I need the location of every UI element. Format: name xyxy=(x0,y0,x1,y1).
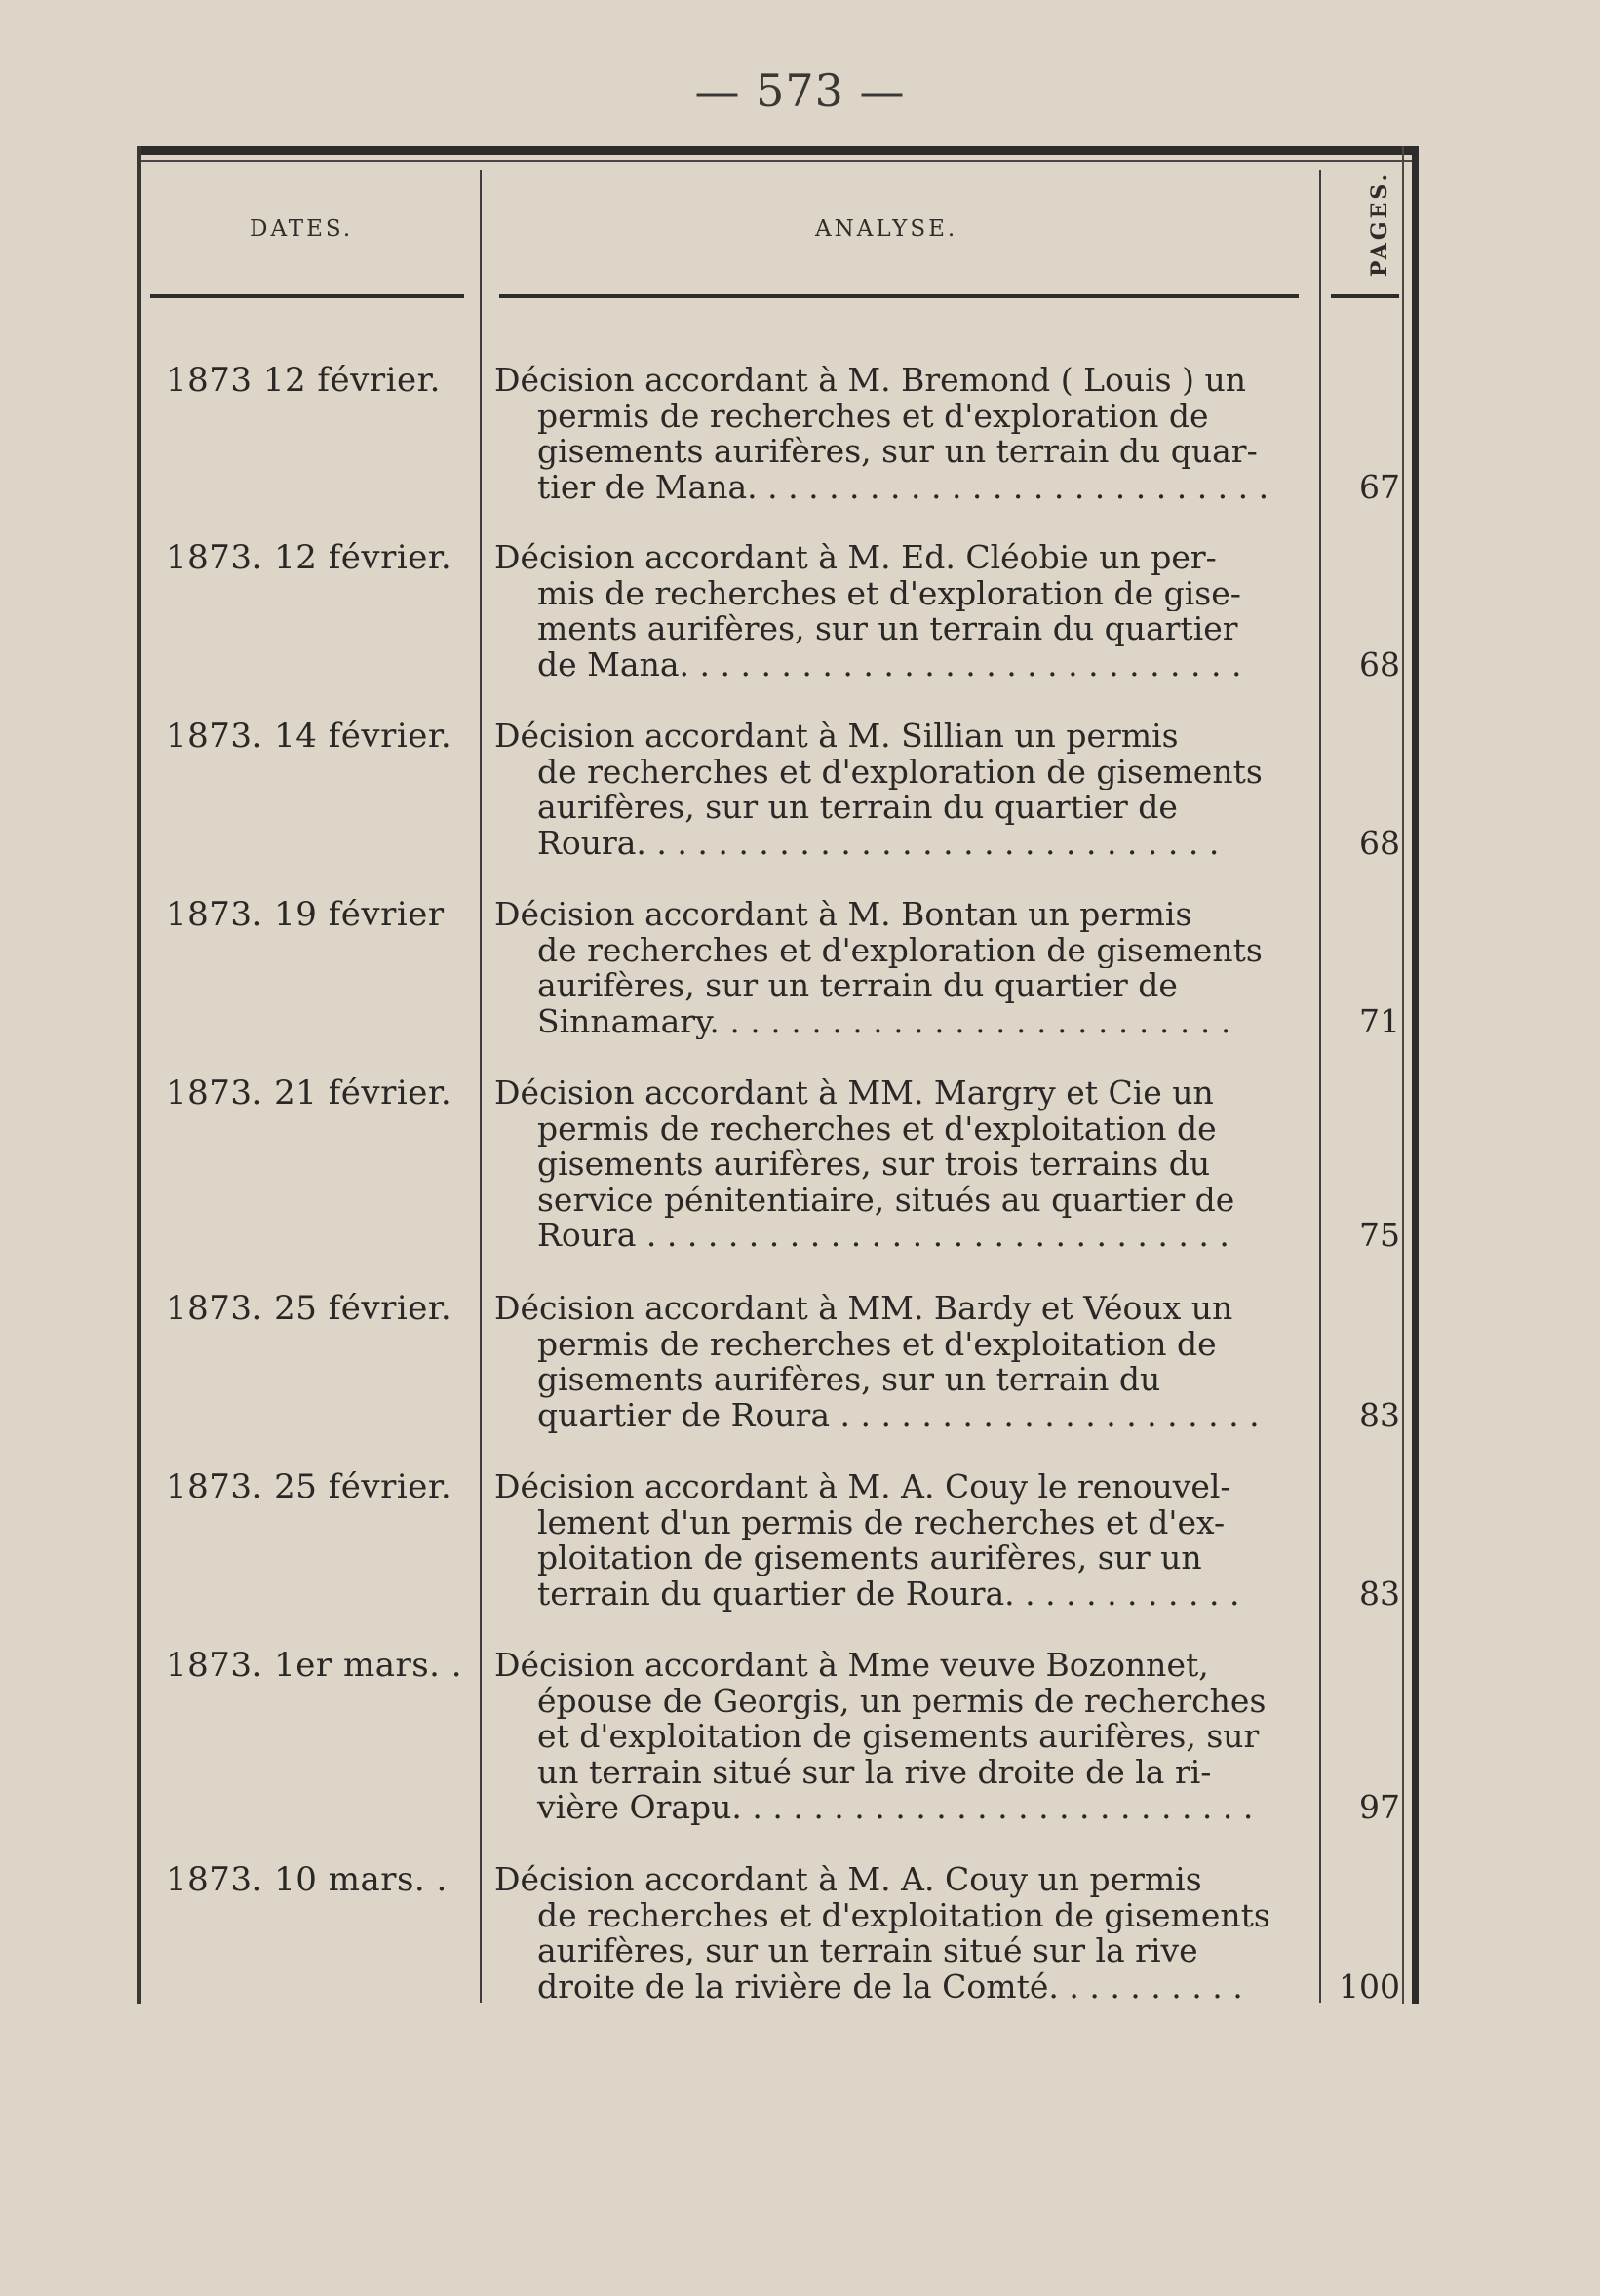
entry-date: 1873 12 février. xyxy=(166,361,441,400)
entry-analysis xyxy=(494,1862,1311,2004)
entry-date: 1873. 12 février. xyxy=(166,538,452,577)
entry-page-number: 71 xyxy=(1359,1001,1400,1040)
entry-analysis xyxy=(494,719,1311,861)
entry-page-number: 100 xyxy=(1339,1966,1400,2005)
page-number: — 573 — xyxy=(694,64,906,117)
header-rule-dates xyxy=(150,294,464,298)
analysis-line: gisements aurifères, sur un terrain du xyxy=(537,1362,1161,1398)
analysis-line: Décision accordant à MM. Margry et Cie un xyxy=(494,1075,1214,1111)
entry-analysis xyxy=(494,1291,1311,1433)
analysis-line: aurifères, sur un terrain du quartier de xyxy=(537,968,1178,1004)
entry-page-number: 68 xyxy=(1359,644,1400,683)
analysis-line: gisements aurifères, sur trois terrains du xyxy=(537,1147,1211,1183)
analysis-line: Décision accordant à M. A. Couy un permis xyxy=(494,1862,1202,1898)
analysis-line: vière Orapu. . . . . . . . . . . . . . . . . . . . . . . . . . xyxy=(537,1790,1254,1826)
analysis-line: de Mana. . . . . . . . . . . . . . . . . . . . . . . . . . . . xyxy=(537,646,1242,682)
analysis-line: service pénitentiaire, situés au quartier de xyxy=(537,1182,1235,1218)
analysis-line: tier de Mana. . . . . . . . . . . . . . . . . . . . . . . . . . xyxy=(537,469,1269,505)
entry-date: 1873. 1er mars. . xyxy=(166,1646,463,1685)
entry-page-number: 75 xyxy=(1359,1216,1400,1254)
header-pages: PAGES. xyxy=(1367,171,1392,278)
entry-date: 1873. 25 février. xyxy=(166,1289,452,1328)
analysis-line: Décision accordant à M. Ed. Cléobie un per- xyxy=(494,540,1217,576)
entry-analysis xyxy=(494,897,1311,1039)
entry-page-number: 83 xyxy=(1359,1395,1400,1434)
analysis-line: lement d'un permis de recherches et d'ex- xyxy=(537,1504,1226,1540)
header-rule-pages xyxy=(1331,294,1399,298)
analysis-line: épouse de Georgis, un permis de recherches xyxy=(537,1683,1267,1719)
analysis-line: Décision accordant à M. Bremond ( Louis ) un xyxy=(494,363,1246,399)
entry-analysis xyxy=(494,540,1311,682)
analysis-line: Décision accordant à MM. Bardy et Véoux un xyxy=(494,1291,1233,1327)
analysis-line: quartier de Roura . . . . . . . . . . . . . . . . . . . . . xyxy=(537,1397,1260,1433)
analysis-line: aurifères, sur un terrain situé sur la rive xyxy=(537,1933,1198,1969)
index-table xyxy=(137,146,1419,2004)
analysis-line: de recherches et d'exploration de gisements xyxy=(537,754,1263,790)
analysis-line: Roura. . . . . . . . . . . . . . . . . . . . . . . . . . . . . xyxy=(537,825,1220,861)
column-separator-dates xyxy=(480,170,482,2003)
entry-date: 1873. 21 février. xyxy=(166,1073,452,1112)
table-left-border xyxy=(137,146,141,2004)
analysis-line: droite de la rivière de la Comté. . . . . . . . . . xyxy=(537,1968,1243,2004)
analysis-line: Décision accordant à M. Bontan un permis xyxy=(494,897,1192,933)
analysis-line: Décision accordant à Mme veuve Bozonnet, xyxy=(494,1648,1209,1684)
entry-page-number: 67 xyxy=(1359,467,1400,506)
analysis-line: ploitation de gisements aurifères, sur un xyxy=(537,1540,1202,1576)
analysis-line: un terrain situé sur la rive droite de la ri- xyxy=(537,1754,1212,1790)
entry-analysis xyxy=(494,363,1311,505)
analysis-line: ments aurifères, sur un terrain du quartier xyxy=(537,611,1238,647)
analysis-line: mis de recherches et d'exploration de gise- xyxy=(537,575,1241,611)
entry-page-number: 68 xyxy=(1359,823,1400,862)
entry-analysis xyxy=(494,1648,1311,1826)
analysis-line: gisements aurifères, sur un terrain du quar- xyxy=(537,434,1258,470)
header-rule-analyse xyxy=(499,294,1299,298)
header-dates: DATES. xyxy=(250,216,354,242)
analysis-line: Décision accordant à M. Sillian un permis xyxy=(494,719,1179,755)
header-analyse: ANALYSE. xyxy=(815,216,958,242)
analysis-line: permis de recherches et d'exploration de xyxy=(537,398,1209,434)
entry-date: 1873. 19 février xyxy=(166,895,445,934)
analysis-line: Sinnamary. . . . . . . . . . . . . . . . . . . . . . . . . . xyxy=(537,1003,1231,1039)
table-right-inner-border xyxy=(1402,146,1404,2004)
analysis-line: aurifères, sur un terrain du quartier de xyxy=(537,790,1178,826)
entry-analysis xyxy=(494,1075,1311,1254)
analysis-line: de recherches et d'exploitation de gisements xyxy=(537,1897,1270,1933)
analysis-line: de recherches et d'exploration de gisements xyxy=(537,932,1263,968)
entry-page-number: 97 xyxy=(1359,1788,1400,1826)
analysis-line: Décision accordant à M. A. Couy le renouvel- xyxy=(494,1469,1231,1505)
column-separator-pages xyxy=(1319,170,1321,2003)
analysis-line: permis de recherches et d'exploitation de xyxy=(537,1110,1217,1147)
analysis-line: et d'exploitation de gisements aurifères, sur xyxy=(537,1719,1260,1755)
entry-analysis xyxy=(494,1469,1311,1612)
analysis-line: permis de recherches et d'exploitation de xyxy=(537,1326,1217,1362)
analysis-line: terrain du quartier de Roura. . . . . . . . . . . . xyxy=(537,1576,1240,1612)
entry-date: 1873. 10 mars. . xyxy=(166,1860,448,1899)
entry-date: 1873. 14 février. xyxy=(166,717,452,756)
analysis-line: Roura . . . . . . . . . . . . . . . . . . . . . . . . . . . . . xyxy=(537,1218,1229,1254)
entry-page-number: 83 xyxy=(1359,1574,1400,1613)
entry-date: 1873. 25 février. xyxy=(166,1467,452,1506)
table-top-thin-rule xyxy=(137,160,1419,162)
table-top-rule xyxy=(137,146,1419,155)
table-right-border xyxy=(1412,146,1419,2004)
